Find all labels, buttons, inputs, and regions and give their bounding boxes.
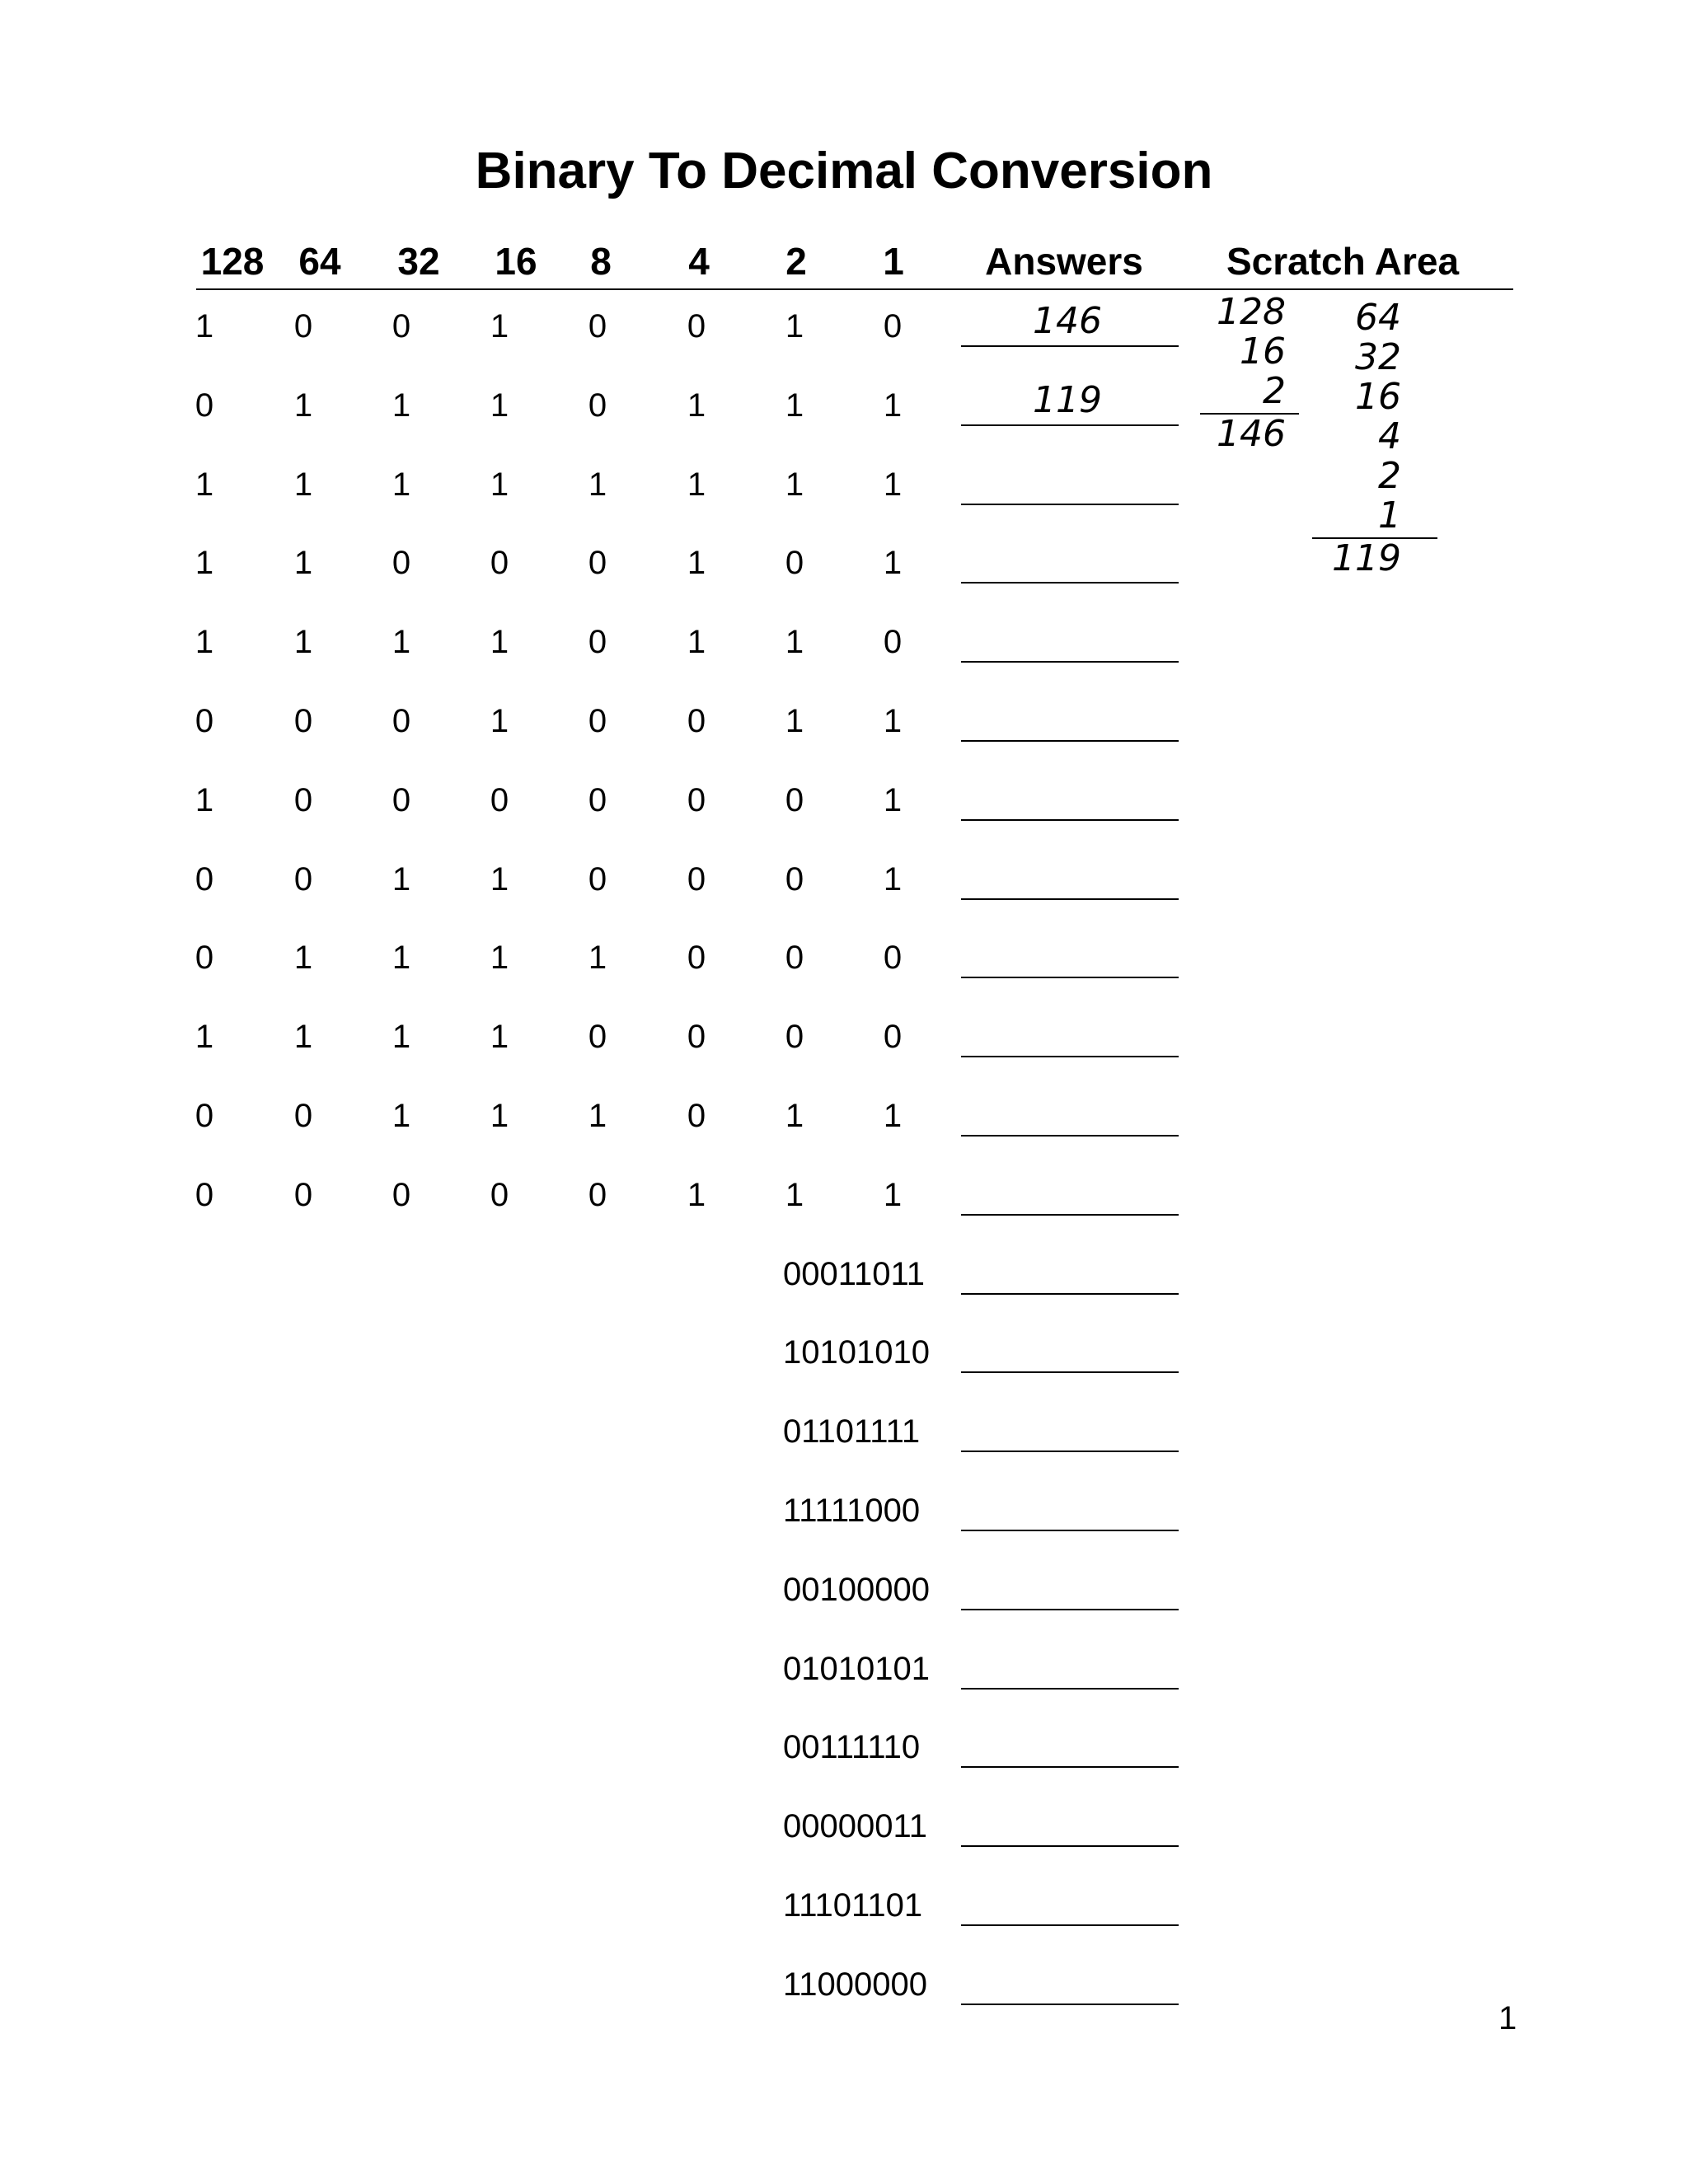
handwritten-total: 146 bbox=[1217, 413, 1286, 455]
bit-cell: 1 bbox=[785, 387, 804, 424]
bit-cell: 1 bbox=[687, 387, 706, 424]
bit-cell: 0 bbox=[687, 1019, 706, 1056]
handwritten-answer: 146 bbox=[1033, 300, 1102, 342]
bit-cell: 1 bbox=[785, 1176, 804, 1213]
bit-cell: 1 bbox=[490, 860, 509, 898]
bit-cell: 1 bbox=[883, 387, 903, 424]
bit-cell: 0 bbox=[195, 1176, 214, 1213]
bit-cell: 0 bbox=[588, 1019, 607, 1056]
answer-blank[interactable] bbox=[961, 345, 1179, 347]
bit-cell: 1 bbox=[392, 387, 411, 424]
bit-cell: 0 bbox=[588, 308, 607, 344]
bit-cell: 1 bbox=[490, 703, 509, 739]
bit-cell: 1 bbox=[785, 308, 804, 344]
bit-cell: 0 bbox=[293, 308, 313, 344]
answer-blank[interactable] bbox=[961, 898, 1179, 900]
bit-cell: 1 bbox=[293, 466, 313, 503]
bit-cell: 1 bbox=[392, 940, 411, 977]
bit-cell: 1 bbox=[785, 624, 804, 661]
bit-cell: 0 bbox=[687, 860, 706, 898]
binary-string: 01010101 bbox=[783, 1650, 930, 1687]
bit-cell: 0 bbox=[293, 1098, 313, 1134]
bit-cell: 0 bbox=[785, 781, 804, 818]
bit-cell: 0 bbox=[883, 940, 903, 977]
bit-cell: 1 bbox=[785, 703, 804, 739]
scratch-area-header: Scratch Area bbox=[1226, 240, 1460, 283]
bit-cell: 1 bbox=[195, 1019, 214, 1056]
bit-cell: 0 bbox=[293, 703, 313, 739]
bit-cell: 1 bbox=[490, 624, 509, 661]
handwritten-addend: 1 bbox=[1378, 494, 1401, 537]
bit-cell: 0 bbox=[588, 387, 607, 424]
answer-blank[interactable] bbox=[961, 1766, 1179, 1768]
bit-cell: 1 bbox=[687, 466, 706, 503]
handwritten-addend: 32 bbox=[1355, 336, 1401, 378]
binary-string: 00000011 bbox=[783, 1808, 927, 1845]
bit-cell: 0 bbox=[392, 308, 411, 344]
bit-cell: 1 bbox=[490, 387, 509, 424]
answers-header: Answers bbox=[985, 240, 1143, 283]
bit-cell: 0 bbox=[195, 940, 214, 977]
answer-blank[interactable] bbox=[961, 424, 1179, 426]
bit-cell: 1 bbox=[293, 940, 313, 977]
answer-blank[interactable] bbox=[961, 1135, 1179, 1137]
bit-cell: 0 bbox=[392, 545, 411, 582]
bit-cell: 0 bbox=[293, 860, 313, 898]
handwritten-answer: 119 bbox=[1033, 378, 1102, 421]
answer-blank[interactable] bbox=[961, 1845, 1179, 1847]
bit-cell: 0 bbox=[785, 545, 804, 582]
bit-cell: 0 bbox=[392, 781, 411, 818]
place-value-header: 1 bbox=[883, 240, 904, 283]
bit-cell: 0 bbox=[687, 308, 706, 344]
bit-cell: 0 bbox=[785, 940, 804, 977]
bit-cell: 1 bbox=[588, 1098, 607, 1134]
bit-cell: 1 bbox=[687, 545, 706, 582]
answer-blank[interactable] bbox=[961, 1924, 1179, 1926]
bit-cell: 0 bbox=[490, 545, 509, 582]
bit-cell: 0 bbox=[687, 1098, 706, 1134]
handwritten-addend: 2 bbox=[1263, 370, 1286, 412]
bit-cell: 0 bbox=[588, 1176, 607, 1213]
handwritten-total: 119 bbox=[1332, 537, 1401, 579]
bit-cell: 1 bbox=[687, 1176, 706, 1213]
bit-cell: 1 bbox=[392, 860, 411, 898]
bit-cell: 0 bbox=[785, 1019, 804, 1056]
binary-string: 10101010 bbox=[783, 1334, 930, 1371]
bit-cell: 0 bbox=[588, 860, 607, 898]
bit-cell: 0 bbox=[588, 624, 607, 661]
bit-cell: 1 bbox=[392, 624, 411, 661]
bit-cell: 1 bbox=[392, 1098, 411, 1134]
bit-cell: 1 bbox=[490, 1019, 509, 1056]
bit-cell: 0 bbox=[490, 781, 509, 818]
bit-cell: 1 bbox=[195, 308, 214, 344]
binary-string: 00111110 bbox=[783, 1729, 921, 1766]
answer-blank[interactable] bbox=[961, 1371, 1179, 1373]
answer-blank[interactable] bbox=[961, 740, 1179, 742]
bit-cell: 1 bbox=[883, 703, 903, 739]
bit-cell: 0 bbox=[687, 781, 706, 818]
bit-cell: 1 bbox=[588, 940, 607, 977]
place-value-header: 64 bbox=[298, 240, 341, 283]
bit-cell: 1 bbox=[293, 624, 313, 661]
bit-cell: 1 bbox=[293, 1019, 313, 1056]
answer-blank[interactable] bbox=[961, 1609, 1179, 1610]
binary-string: 11000000 bbox=[783, 1966, 927, 2003]
bit-cell: 0 bbox=[195, 860, 214, 898]
bit-cell: 1 bbox=[883, 860, 903, 898]
bit-cell: 0 bbox=[785, 860, 804, 898]
handwritten-addend: 16 bbox=[1355, 376, 1401, 418]
answer-blank[interactable] bbox=[961, 504, 1179, 505]
bit-cell: 0 bbox=[588, 781, 607, 818]
bit-cell: 1 bbox=[588, 466, 607, 503]
handwritten-addend: 16 bbox=[1240, 330, 1286, 373]
bit-cell: 0 bbox=[588, 703, 607, 739]
bit-cell: 1 bbox=[195, 624, 214, 661]
answer-blank[interactable] bbox=[961, 1214, 1179, 1216]
bit-cell: 1 bbox=[392, 466, 411, 503]
bit-cell: 1 bbox=[883, 466, 903, 503]
page-title: Binary To Decimal Conversion bbox=[475, 143, 1213, 199]
header-divider bbox=[196, 288, 1513, 290]
bit-cell: 0 bbox=[883, 1019, 903, 1056]
answer-blank[interactable] bbox=[961, 819, 1179, 821]
answer-blank[interactable] bbox=[961, 1451, 1179, 1452]
bit-cell: 1 bbox=[195, 466, 214, 503]
place-value-header: 8 bbox=[590, 240, 612, 283]
bit-cell: 0 bbox=[687, 940, 706, 977]
bit-cell: 0 bbox=[687, 703, 706, 739]
bit-cell: 1 bbox=[490, 466, 509, 503]
handwritten-addend: 2 bbox=[1378, 455, 1401, 497]
bit-cell: 1 bbox=[293, 545, 313, 582]
bit-cell: 1 bbox=[883, 1098, 903, 1134]
bit-cell: 0 bbox=[293, 1176, 313, 1213]
bit-cell: 1 bbox=[785, 466, 804, 503]
bit-cell: 1 bbox=[687, 624, 706, 661]
bit-cell: 0 bbox=[195, 1098, 214, 1134]
answer-blank[interactable] bbox=[961, 661, 1179, 663]
bit-cell: 1 bbox=[490, 308, 509, 344]
answer-blank[interactable] bbox=[961, 2004, 1179, 2005]
handwritten-addend: 64 bbox=[1355, 297, 1401, 339]
binary-string: 11111000 bbox=[783, 1493, 921, 1529]
bit-cell: 0 bbox=[392, 1176, 411, 1213]
answer-blank[interactable] bbox=[961, 1293, 1179, 1295]
answer-blank[interactable] bbox=[961, 977, 1179, 978]
bit-cell: 0 bbox=[883, 308, 903, 344]
place-value-header: 128 bbox=[200, 240, 265, 283]
bit-cell: 1 bbox=[883, 545, 903, 582]
bit-cell: 0 bbox=[293, 781, 313, 818]
answer-blank[interactable] bbox=[961, 582, 1179, 583]
handwritten-addend: 128 bbox=[1217, 291, 1286, 333]
bit-cell: 0 bbox=[883, 624, 903, 661]
bit-cell: 1 bbox=[490, 940, 509, 977]
place-value-header: 16 bbox=[495, 240, 537, 283]
binary-string: 01101111 bbox=[783, 1413, 921, 1451]
bit-cell: 1 bbox=[490, 1098, 509, 1134]
bit-cell: 1 bbox=[785, 1098, 804, 1134]
answer-blank[interactable] bbox=[961, 1530, 1179, 1531]
answer-blank[interactable] bbox=[961, 1056, 1179, 1057]
bit-cell: 0 bbox=[195, 703, 214, 739]
bit-cell: 1 bbox=[293, 387, 313, 424]
bit-cell: 0 bbox=[588, 545, 607, 582]
bit-cell: 0 bbox=[195, 387, 214, 424]
page-number: 1 bbox=[1498, 2000, 1517, 2036]
place-value-header: 4 bbox=[688, 240, 710, 283]
bit-cell: 1 bbox=[883, 1176, 903, 1213]
answer-blank[interactable] bbox=[961, 1688, 1179, 1690]
bit-cell: 1 bbox=[392, 1019, 411, 1056]
place-value-header: 2 bbox=[785, 240, 807, 283]
binary-string: 00011011 bbox=[783, 1255, 926, 1292]
place-value-header: 32 bbox=[397, 240, 440, 283]
handwritten-addend: 4 bbox=[1378, 415, 1401, 457]
bit-cell: 1 bbox=[883, 781, 903, 818]
bit-cell: 0 bbox=[392, 703, 411, 739]
bit-cell: 0 bbox=[490, 1176, 509, 1213]
bit-cell: 1 bbox=[195, 545, 214, 582]
binary-string: 11101101 bbox=[783, 1887, 923, 1924]
binary-string: 00100000 bbox=[783, 1571, 930, 1608]
bit-cell: 1 bbox=[195, 781, 214, 818]
